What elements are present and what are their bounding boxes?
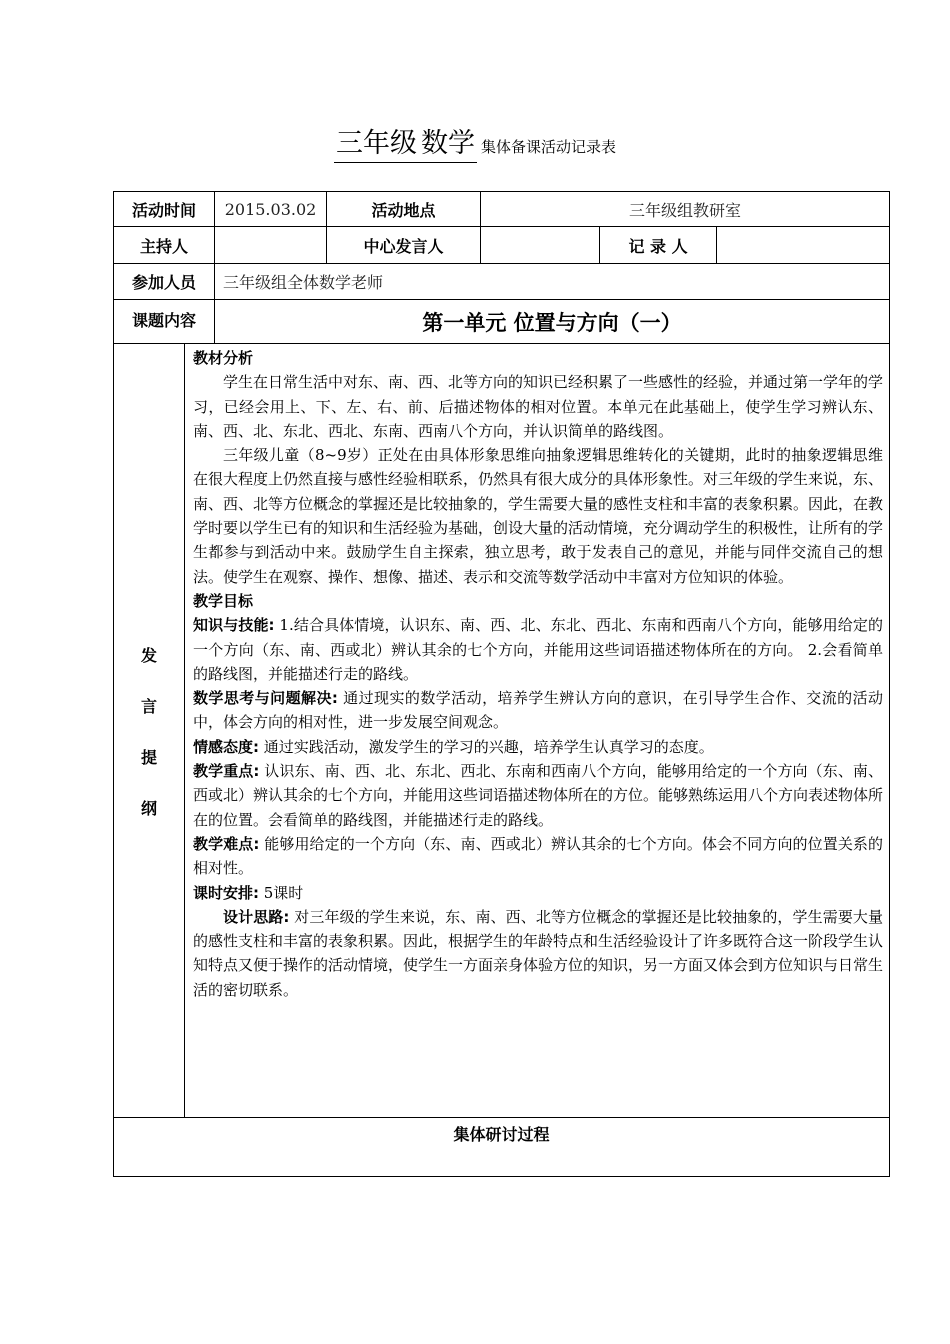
- difficulty-paragraph: [193, 832, 883, 881]
- place-value: 三年级组教研室: [481, 192, 890, 227]
- topic-value: 第一单元 位置与方向（一）: [215, 300, 890, 344]
- hours-text: 5课时: [259, 883, 304, 902]
- title-suffix: 集体备课活动记录表: [480, 138, 616, 156]
- participants-value: 三年级组全体数学老师: [215, 264, 890, 300]
- speaker-value: [481, 227, 600, 264]
- row-outline: [114, 344, 890, 1118]
- host-label: 主持人: [114, 227, 215, 264]
- skills-label: 知识与技能:: [193, 616, 275, 635]
- discussion-heading: 集体研讨过程: [114, 1118, 890, 1177]
- speaker-label: 中心发言人: [327, 227, 481, 264]
- row-participants: [114, 264, 890, 300]
- recorder-label: 记 录 人: [600, 227, 717, 264]
- thinking-label: 数学思考与问题解决:: [193, 689, 338, 708]
- title-subject: 数学: [420, 128, 475, 159]
- design-text: 对三年级的学生来说，东、南、西、北等方位概念的掌握还是比较抽象的，学生需要大量的感性支柱和丰富的表象积累。因此，根据学生的年龄特点和生活经验设计了许多既符合这一阶段学生认知特点又便于操作的活动情境，使学生一方面亲身体验方位的知识，另一方面又体会到方位知识与日常生活的密切联系。: [193, 907, 884, 999]
- outline-label-char: 提: [140, 747, 157, 767]
- hours-paragraph: [193, 881, 883, 905]
- time-label: 活动时间: [114, 192, 215, 227]
- key-label: 教学重点:: [193, 762, 260, 781]
- analysis-paragraph: 学生在日常生活中对东、南、西、北等方向的知识已经积累了一些感性的经验，并通过第一学年的学习，已经会用上、下、左、右、前、后描述物体的相对位置。本单元在此基础上，使学生学习辨认东、南、西、北、东北、西北、东南、西南八个方向，并认识简单的路线图。: [193, 373, 884, 440]
- hours-label: 课时安排:: [193, 883, 259, 902]
- host-value: [215, 227, 327, 264]
- outline-label-char: 言: [140, 696, 157, 716]
- outline-label: [114, 344, 185, 1118]
- participants-label: 参加人员: [114, 264, 215, 300]
- row-discussion: [114, 1118, 890, 1177]
- document-title: [0, 128, 950, 163]
- attitude-label: 情感态度:: [193, 737, 259, 756]
- row-time-place: [114, 192, 890, 227]
- skills-text: 1.结合具体情境，认识东、南、西、北、东北、西北、东南和西南八个方向，能够用给定的一个方向（东、南、西或北）辨认其余的七个方向，并能用这些词语描述物体所在的方向。 2.会看简单的路线图，并能描述行走的路线。: [193, 616, 884, 683]
- title-grade: 三年级: [335, 128, 417, 159]
- outline-label-char: 纲: [140, 798, 157, 818]
- recorder-value: [717, 227, 890, 264]
- topic-label: 课题内容: [114, 300, 215, 344]
- analysis-paragraph: 三年级儿童（8~9岁）正处在由具体形象思维向抽象逻辑思维转化的关键期，此时的抽象逻辑思维在很大程度上仍然直接与感性经验相联系，仍然具有很大成分的具体形象性。对三年级的学生来说，东、南、西、北等方位概念的掌握还是比较抽象的，学生需要大量的感性支柱和丰富的表象积累。因此，在教学时要以学生已有的知识和生活经验为基础，创设大量的活动情境，充分调动学生的积极性，让所有的学生都参与到活动中来。鼓励学生自主探索，独立思考，敢于发表自己的意见，并能与同伴交流自己的想法。使学生在观察、操作、想像、描述、表示和交流等数学活动中丰富对方位知识的体验。: [193, 446, 884, 586]
- thinking-paragraph: [193, 686, 883, 735]
- key-paragraph: [193, 759, 883, 832]
- difficulty-label: 教学难点:: [193, 834, 260, 853]
- outline-content: [185, 344, 890, 1118]
- row-topic: [114, 300, 890, 344]
- analysis-heading: 教材分析: [193, 349, 254, 367]
- title-grade-subject: [334, 128, 477, 163]
- attitude-paragraph: [193, 735, 883, 759]
- attitude-text: 通过实践活动，激发学生的学习的兴趣，培养学生认真学习的态度。: [259, 737, 714, 756]
- thinking-text: 通过现实的数学活动，培养学生辨认方向的意识，在引导学生合作、交流的活动中，体会方向的相对性，进一步发展空间观念。: [193, 689, 884, 732]
- row-host: [114, 227, 890, 264]
- outline-label-char: 发: [140, 645, 157, 665]
- design-paragraph: [193, 905, 883, 1002]
- goals-heading: 教学目标: [193, 591, 254, 610]
- place-label: 活动地点: [327, 192, 481, 227]
- difficulty-text: 能够用给定的一个方向（东、南、西或北）辨认其余的七个方向。体会不同方向的位置关系的相对性。: [193, 834, 884, 878]
- record-table: [113, 191, 890, 1177]
- key-text: 认识东、南、西、北、东北、西北、东南和西南八个方向，能够用给定的一个方向（东、南、西或北）辨认其余的七个方向，并能用这些词语描述物体所在的方位。能够熟练运用八个方向表述物体所在的位置。会看简单的路线图，并能描述行走的路线。: [193, 762, 884, 829]
- time-value: 2015.03.02: [215, 192, 327, 227]
- design-label: 设计思路:: [223, 907, 290, 926]
- skills-paragraph: [193, 613, 883, 686]
